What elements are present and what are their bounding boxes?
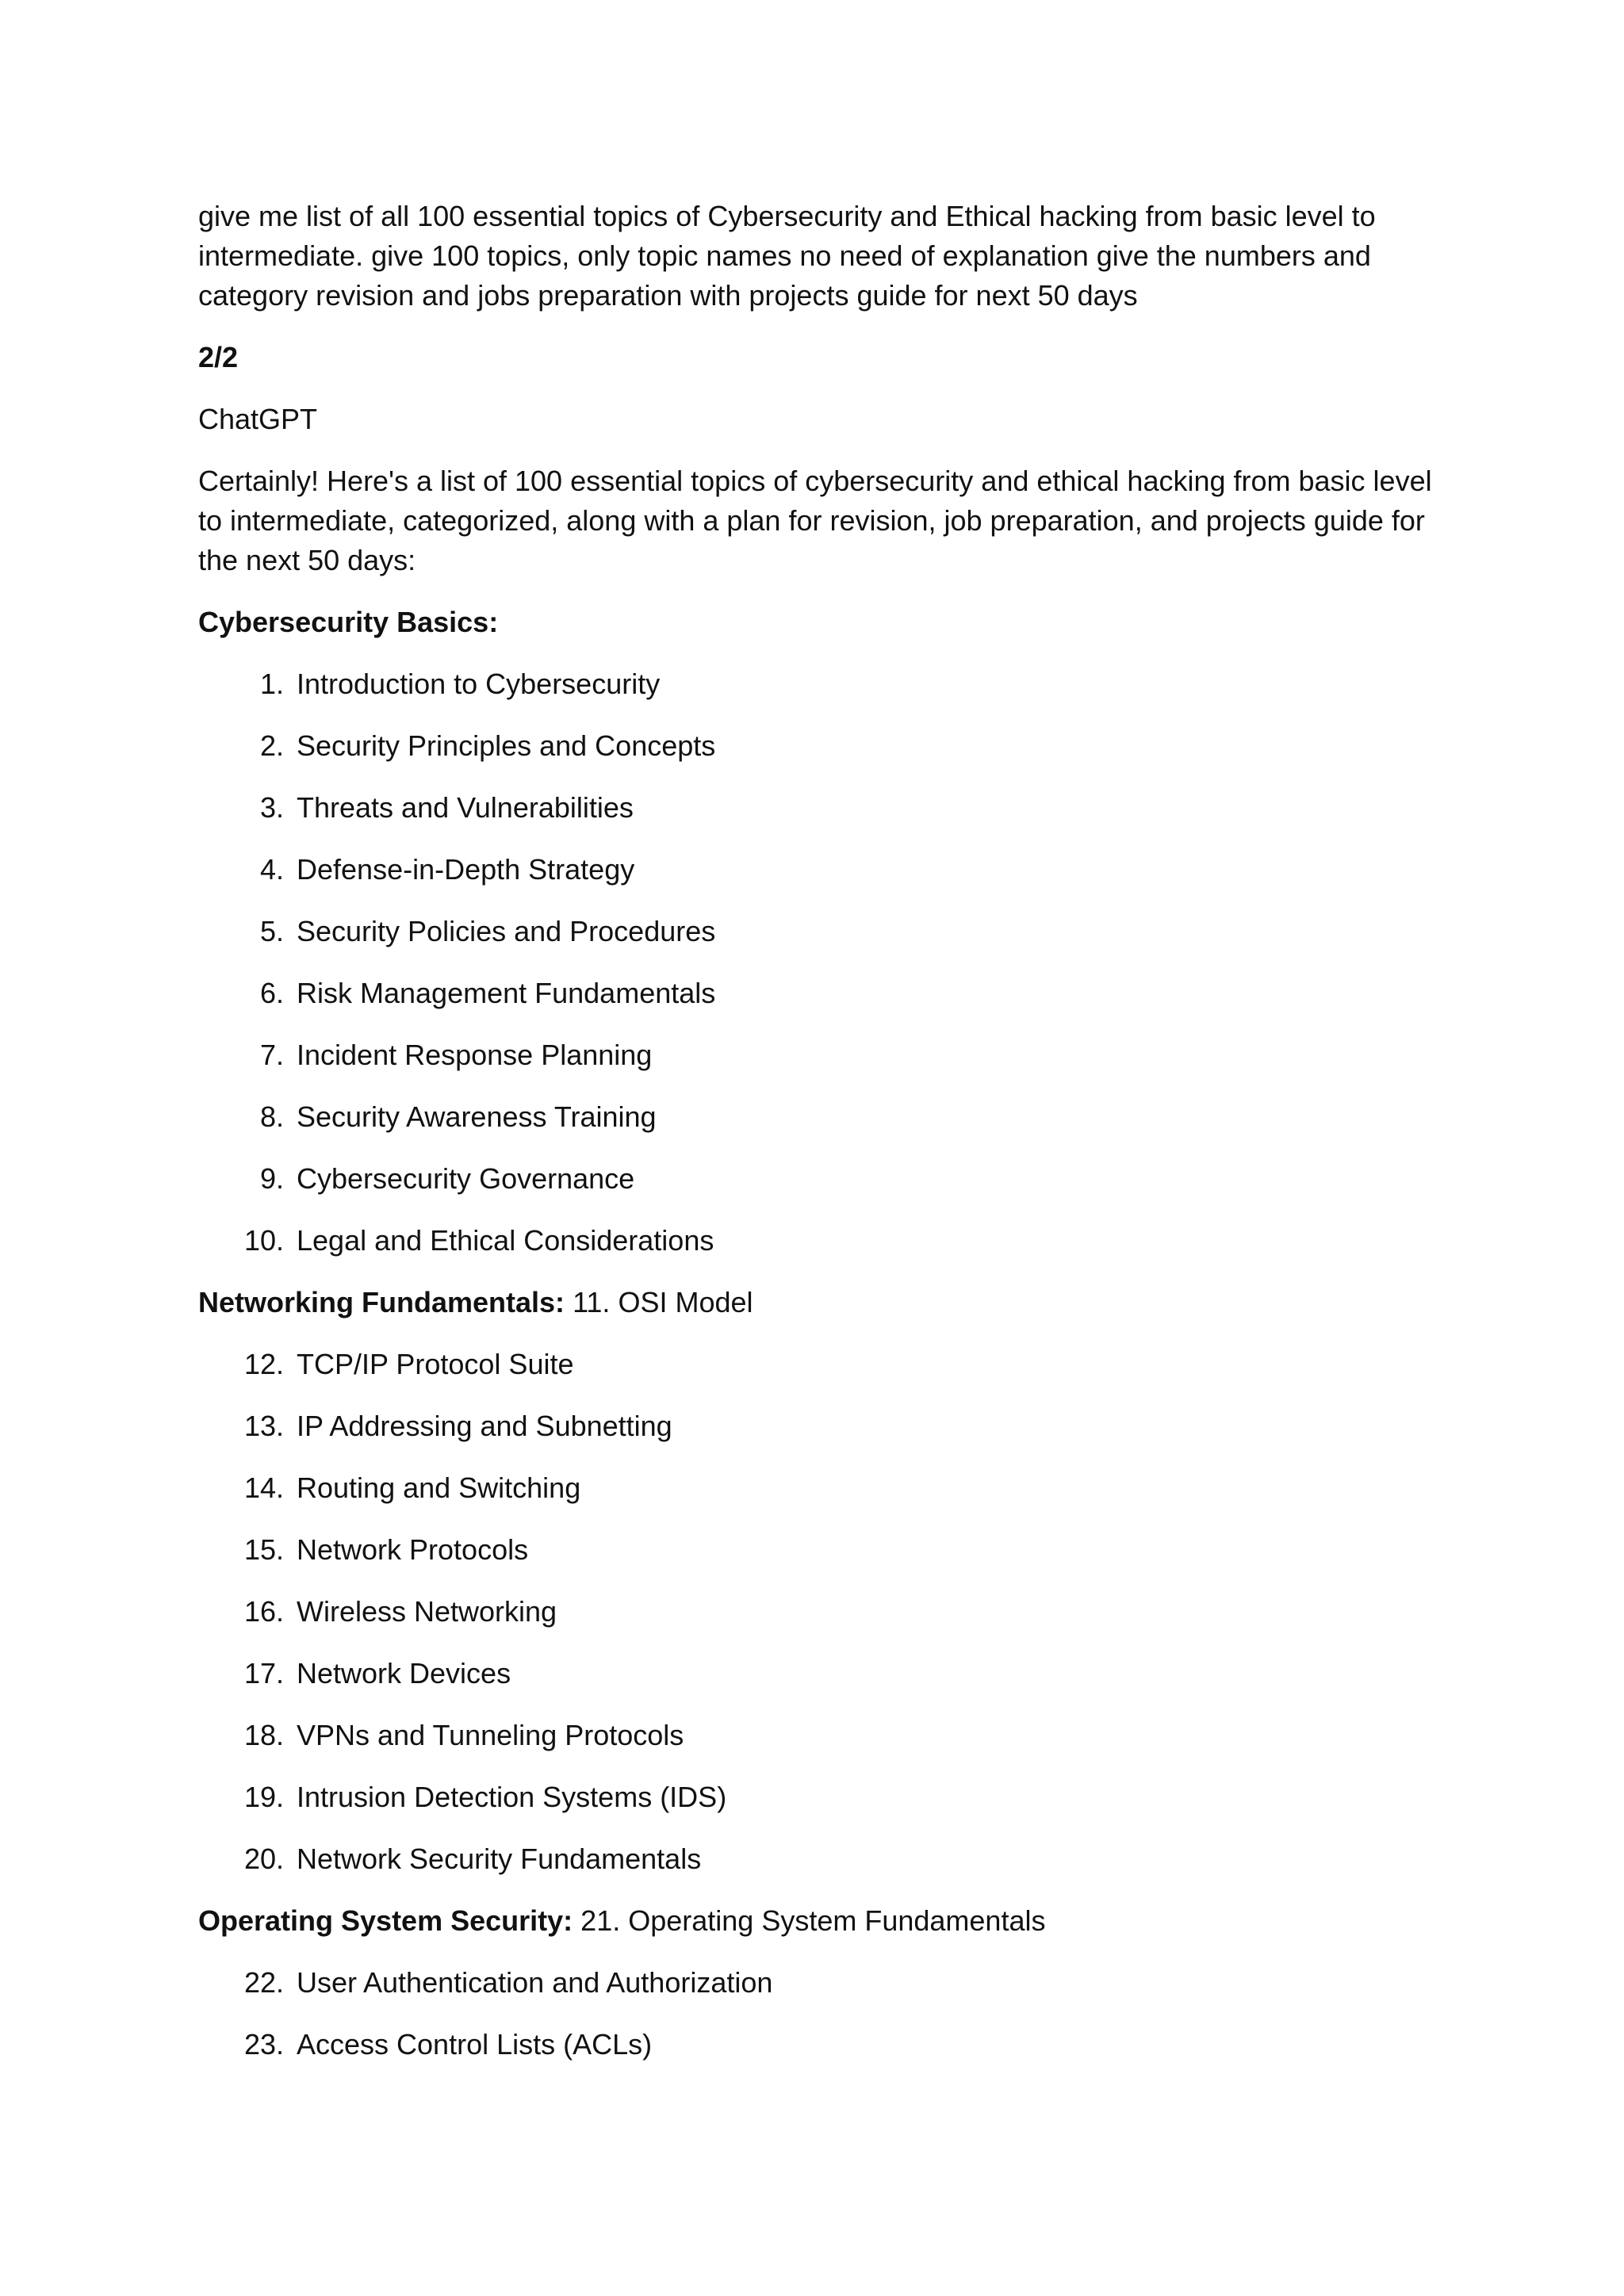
list-item <box>198 1839 1451 1879</box>
item-number: 16. <box>243 1595 284 1628</box>
item-text: IP Addressing and Subnetting <box>297 1410 672 1442</box>
response-intro: Certainly! Here's a list of 100 essential topics of cybersecurity and ethical hacking from basic level to intermediate, categorized, along with a plan for revision, job preparation, and projects guide for the next 50 days: <box>198 465 1432 576</box>
list-item <box>198 1097 1451 1137</box>
section-title: Cybersecurity Basics: <box>198 606 499 638</box>
item-number: 19. <box>243 1781 284 1813</box>
list-item <box>198 1159 1451 1199</box>
item-number: 13. <box>243 1410 284 1442</box>
item-text: Network Devices <box>297 1657 511 1689</box>
item-text: User Authentication and Authorization <box>297 1966 773 1999</box>
list-item <box>198 1530 1451 1570</box>
item-text: VPNs and Tunneling Protocols <box>297 1719 684 1751</box>
item-text: Legal and Ethical Considerations <box>297 1224 714 1257</box>
version-indicator: 2/2 <box>198 341 239 373</box>
item-text: Incident Response Planning <box>297 1039 653 1071</box>
list-item <box>198 1345 1451 1384</box>
topic-list-networking <box>198 1345 1451 1879</box>
author-label: ChatGPT <box>198 403 318 435</box>
list-item <box>198 1654 1451 1693</box>
item-text: Security Principles and Concepts <box>297 729 716 762</box>
list-item <box>198 1221 1451 1261</box>
item-text: Cybersecurity Governance <box>297 1162 635 1195</box>
list-item <box>198 1716 1451 1755</box>
item-text: Risk Management Fundamentals <box>297 977 716 1009</box>
list-item <box>198 850 1451 890</box>
item-number: 6. <box>259 977 284 1009</box>
item-text: Network Security Fundamentals <box>297 1843 702 1875</box>
list-item <box>198 1592 1451 1632</box>
section-inline-item: 11. OSI Model <box>573 1286 753 1318</box>
list-item <box>198 974 1451 1013</box>
item-text: Threats and Vulnerabilities <box>297 791 634 824</box>
list-item <box>198 1406 1451 1446</box>
list-item <box>198 2025 1451 2064</box>
item-text: TCP/IP Protocol Suite <box>297 1348 574 1380</box>
item-number: 20. <box>243 1843 284 1875</box>
section-title: Operating System Security: <box>198 1904 573 1937</box>
list-item <box>198 1963 1451 2003</box>
item-number: 2. <box>259 729 284 762</box>
item-text: Intrusion Detection Systems (IDS) <box>297 1781 727 1813</box>
topic-list-basics <box>198 664 1451 1261</box>
item-number: 9. <box>259 1162 284 1195</box>
item-number: 4. <box>259 853 284 886</box>
item-text: Security Policies and Procedures <box>297 915 716 947</box>
item-text: Network Protocols <box>297 1533 529 1566</box>
item-text: Introduction to Cybersecurity <box>297 668 661 700</box>
item-number: 3. <box>259 791 284 824</box>
item-number: 8. <box>259 1100 284 1133</box>
item-number: 7. <box>259 1039 284 1071</box>
item-number: 15. <box>243 1533 284 1566</box>
item-number: 14. <box>243 1471 284 1504</box>
item-text: Security Awareness Training <box>297 1100 657 1133</box>
item-text: Routing and Switching <box>297 1471 581 1504</box>
topic-list-os <box>198 1963 1451 2064</box>
section-heading-basics <box>198 603 1451 642</box>
list-item <box>198 912 1451 951</box>
item-number: 5. <box>259 915 284 947</box>
list-item <box>198 1035 1451 1075</box>
list-item <box>198 664 1451 704</box>
list-item <box>198 788 1451 828</box>
item-number: 23. <box>243 2028 284 2061</box>
document-page <box>198 197 1451 2087</box>
section-inline-item: 21. Operating System Fundamentals <box>580 1904 1046 1937</box>
section-title: Networking Fundamentals: <box>198 1286 565 1318</box>
item-text: Access Control Lists (ACLs) <box>297 2028 653 2061</box>
item-text: Defense-in-Depth Strategy <box>297 853 635 886</box>
item-number: 1. <box>259 668 284 700</box>
section-heading-networking <box>198 1283 1451 1322</box>
item-number: 17. <box>243 1657 284 1689</box>
list-item <box>198 726 1451 766</box>
section-heading-os <box>198 1901 1451 1941</box>
list-item <box>198 1468 1451 1508</box>
item-number: 22. <box>243 1966 284 1999</box>
list-item <box>198 1777 1451 1817</box>
user-prompt: give me list of all 100 essential topics of Cybersecurity and Ethical hacking from basic level to intermediate. give 100 topics, only topic names no need of explanation give the numbers and category revision and jobs preparation with projects guide for next 50 days <box>198 200 1376 312</box>
item-text: Wireless Networking <box>297 1595 557 1628</box>
item-number: 12. <box>243 1348 284 1380</box>
item-number: 10. <box>243 1224 284 1257</box>
item-number: 18. <box>243 1719 284 1751</box>
